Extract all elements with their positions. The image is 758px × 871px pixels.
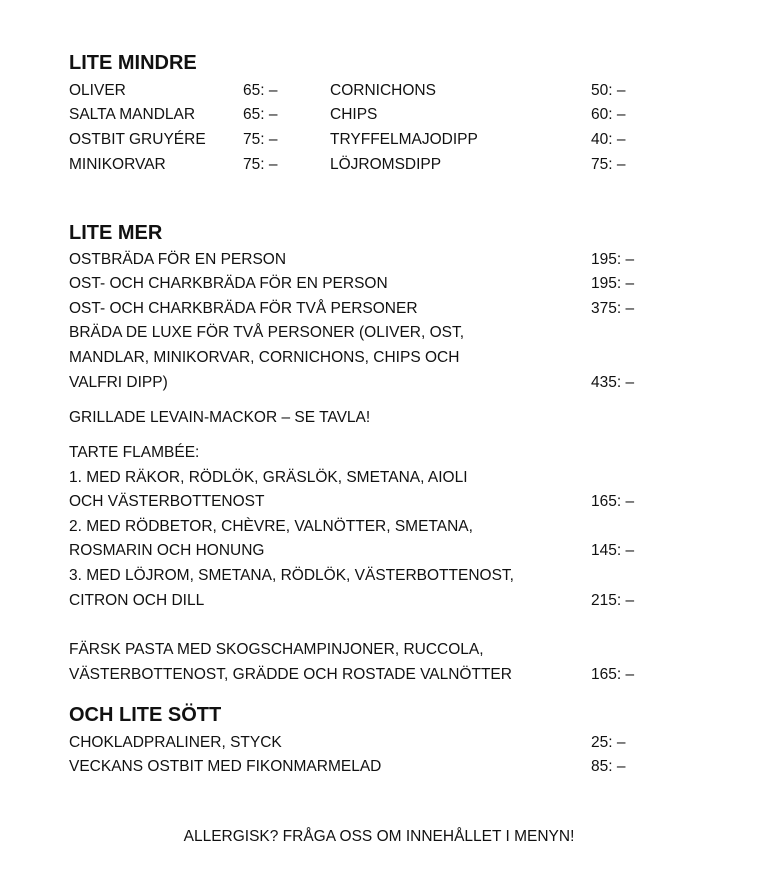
menu-item-name: OST- OCH CHARKBRÄDA FÖR TVÅ PERSONER (69, 300, 418, 317)
menu-item-price: 375: – (591, 300, 635, 317)
menu-item-name: OSTBRÄDA FÖR EN PERSON (69, 251, 287, 268)
section-title-lite-mer: LITE MER (69, 222, 163, 244)
menu-item-price: 75: – (243, 156, 278, 173)
menu-item-price: 165: – (591, 493, 635, 510)
menu-item-price: 85: – (591, 758, 626, 775)
section-title-och-lite-sott: OCH LITE SÖTT (69, 704, 222, 726)
menu-item-price: 25: – (591, 734, 626, 751)
menu-item-price: 65: – (243, 82, 278, 99)
menu-item-name: CHIPS (330, 106, 378, 123)
menu-item-name: OLIVER (69, 82, 126, 99)
menu-item-name: TRYFFELMAJODIPP (330, 131, 478, 148)
tarte-flambee-label: TARTE FLAMBÉE: (69, 444, 200, 461)
menu-item-price: 195: – (591, 275, 635, 292)
menu-item-description: 1. MED RÄKOR, RÖDLÖK, GRÄSLÖK, SMETANA, AIOLI (69, 469, 468, 486)
menu-item-description: FÄRSK PASTA MED SKOGSCHAMPINJONER, RUCCOLA, (69, 641, 484, 658)
menu-item-description: ROSMARIN OCH HONUNG (69, 542, 265, 559)
menu-item-name: VECKANS OSTBIT MED FIKONMARMELAD (69, 758, 382, 775)
menu-item-description: VALFRI DIPP) (69, 374, 168, 391)
menu-item-price: 65: – (243, 106, 278, 123)
menu-item-description: VÄSTERBOTTENOST, GRÄDDE OCH ROSTADE VALNÖTTER (69, 666, 512, 683)
menu-item-description: OCH VÄSTERBOTTENOST (69, 493, 265, 510)
menu-item-description: MANDLAR, MINIKORVAR, CORNICHONS, CHIPS OCH (69, 349, 460, 366)
menu-item-description: BRÄDA DE LUXE FÖR TVÅ PERSONER (OLIVER, OST, (69, 324, 465, 341)
menu-item-name: OST- OCH CHARKBRÄDA FÖR EN PERSON (69, 275, 388, 292)
menu-item-description: 3. MED LÖJROM, SMETANA, RÖDLÖK, VÄSTERBOTTENOST, (69, 567, 514, 584)
menu-item-price: 60: – (591, 106, 626, 123)
menu-item-name: CHOKLADPRALINER, STYCK (69, 734, 282, 751)
menu-item-description: CITRON OCH DILL (69, 592, 205, 609)
menu-item-name: MINIKORVAR (69, 156, 166, 173)
menu-item-price: 215: – (591, 592, 635, 609)
grill-note: GRILLADE LEVAIN-MACKOR – SE TAVLA! (69, 409, 371, 426)
menu-item-description: 2. MED RÖDBETOR, CHÈVRE, VALNÖTTER, SMETANA, (69, 518, 473, 535)
section-title-lite-mindre: LITE MINDRE (69, 52, 197, 74)
menu-item-price: 145: – (591, 542, 635, 559)
menu-item-price: 75: – (243, 131, 278, 148)
menu-item-price: 195: – (591, 251, 635, 268)
menu-item-price: 75: – (591, 156, 626, 173)
menu-item-name: LÖJROMSDIPP (330, 156, 442, 173)
menu-item-price: 165: – (591, 666, 635, 683)
menu-item-price: 40: – (591, 131, 626, 148)
menu-item-name: OSTBIT GRUYÉRE (69, 131, 206, 148)
menu-item-name: CORNICHONS (330, 82, 436, 99)
menu-item-price: 435: – (591, 374, 635, 391)
allergy-footer: ALLERGISK? FRÅGA OSS OM INNEHÅLLET I MENYN! (183, 828, 575, 845)
menu-item-name: SALTA MANDLAR (69, 106, 196, 123)
menu-item-price: 50: – (591, 82, 626, 99)
